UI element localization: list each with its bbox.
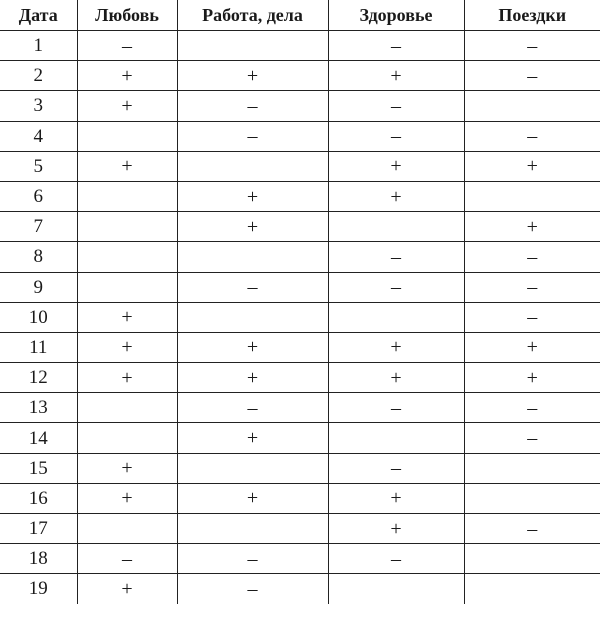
cell-love: + [77,363,177,393]
table-row [0,242,600,272]
cell-health: – [328,393,464,423]
cell-work [177,453,328,483]
cell-love: – [77,31,177,61]
table-row [0,544,600,574]
cell-health: + [328,332,464,362]
cell-work: – [177,574,328,604]
cell-health: + [328,363,464,393]
cell-health [328,302,464,332]
header-health: Здоровье [328,0,464,31]
cell-travel [464,91,600,121]
cell-health: – [328,544,464,574]
cell-travel [464,544,600,574]
cell-love [77,272,177,302]
table-row [0,483,600,513]
table-row [0,332,600,362]
cell-date: 1 [0,31,77,61]
cell-love: + [77,61,177,91]
cell-health: – [328,121,464,151]
header-love: Любовь [77,0,177,31]
table-row [0,61,600,91]
cell-health [328,574,464,604]
cell-travel: + [464,212,600,242]
cell-work: – [177,91,328,121]
cell-health: + [328,181,464,211]
cell-work: – [177,393,328,423]
cell-work: + [177,61,328,91]
cell-health: – [328,31,464,61]
cell-work: + [177,363,328,393]
table-row [0,514,600,544]
cell-love: + [77,574,177,604]
cell-travel [464,483,600,513]
cell-date: 7 [0,212,77,242]
cell-health [328,212,464,242]
cell-travel: – [464,423,600,453]
header-date: Дата [0,0,77,31]
cell-travel: + [464,332,600,362]
cell-date: 6 [0,181,77,211]
cell-travel: – [464,61,600,91]
cell-love: + [77,453,177,483]
cell-work: – [177,121,328,151]
cell-work: + [177,332,328,362]
table-row [0,363,600,393]
table-row [0,272,600,302]
cell-work: – [177,272,328,302]
cell-love [77,514,177,544]
table-row [0,574,600,604]
table-row [0,91,600,121]
cell-date: 13 [0,393,77,423]
cell-love: + [77,483,177,513]
cell-date: 11 [0,332,77,362]
cell-love: + [77,302,177,332]
cell-work [177,151,328,181]
cell-love [77,212,177,242]
cell-work: + [177,483,328,513]
cell-love [77,242,177,272]
cell-travel: + [464,363,600,393]
table-row [0,302,600,332]
cell-health: + [328,151,464,181]
cell-work: + [177,181,328,211]
header-work: Работа, дела [177,0,328,31]
cell-love [77,393,177,423]
cell-health: – [328,453,464,483]
cell-love [77,121,177,151]
cell-travel: – [464,514,600,544]
cell-love: – [77,544,177,574]
cell-travel: – [464,242,600,272]
cell-date: 9 [0,272,77,302]
table-body [0,31,600,604]
cell-work [177,302,328,332]
cell-work: + [177,212,328,242]
cell-health: – [328,242,464,272]
table-row [0,181,600,211]
cell-date: 8 [0,242,77,272]
cell-work [177,242,328,272]
table-row [0,151,600,181]
cell-travel [464,574,600,604]
cell-health: – [328,272,464,302]
cell-date: 5 [0,151,77,181]
cell-love [77,423,177,453]
cell-health: – [328,91,464,121]
cell-travel: – [464,31,600,61]
cell-love: + [77,332,177,362]
cell-health [328,423,464,453]
cell-health: + [328,514,464,544]
table-row [0,31,600,61]
cell-work [177,514,328,544]
cell-date: 19 [0,574,77,604]
cell-date: 3 [0,91,77,121]
cell-travel: + [464,151,600,181]
cell-love: + [77,91,177,121]
cell-love: + [77,151,177,181]
cell-travel: – [464,121,600,151]
cell-health: + [328,61,464,91]
table-row [0,453,600,483]
cell-date: 2 [0,61,77,91]
table-row [0,393,600,423]
cell-date: 10 [0,302,77,332]
cell-travel: – [464,272,600,302]
cell-travel: – [464,302,600,332]
table-row [0,212,600,242]
cell-travel [464,453,600,483]
cell-work [177,31,328,61]
cell-date: 17 [0,514,77,544]
cell-date: 12 [0,363,77,393]
cell-travel: – [464,393,600,423]
cell-health: + [328,483,464,513]
table-row [0,121,600,151]
cell-date: 4 [0,121,77,151]
cell-date: 16 [0,483,77,513]
cell-date: 15 [0,453,77,483]
cell-work: + [177,423,328,453]
cell-travel [464,181,600,211]
table-row [0,423,600,453]
cell-date: 14 [0,423,77,453]
cell-work: – [177,544,328,574]
cell-date: 18 [0,544,77,574]
header-travel: Поездки [464,0,600,31]
cell-love [77,181,177,211]
header-row [0,0,600,31]
